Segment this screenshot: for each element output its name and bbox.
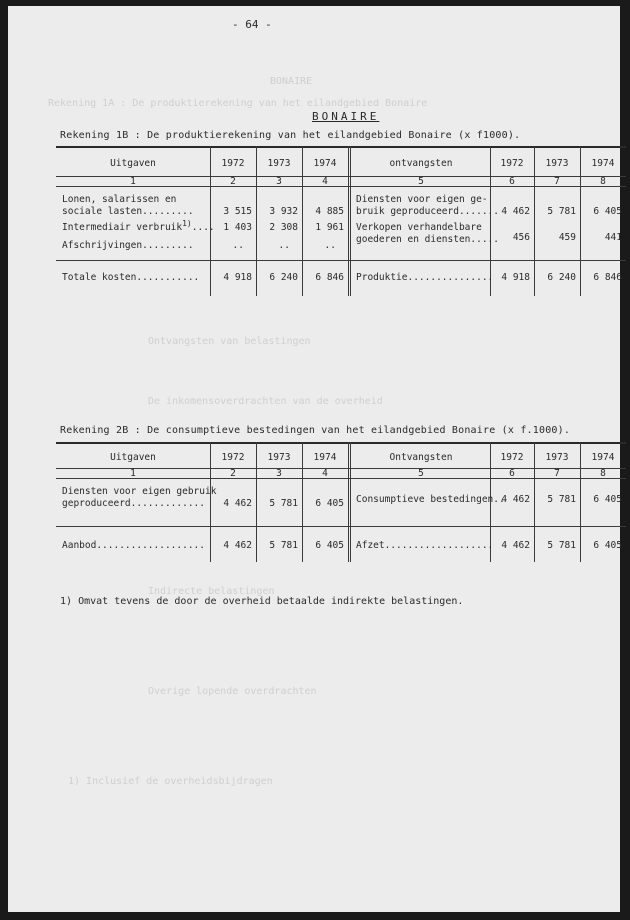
total-value: 6 846 bbox=[593, 272, 622, 283]
table-value: 4 885 bbox=[315, 206, 344, 217]
footnote-marker: 1) bbox=[60, 596, 73, 607]
total-label: Totale kosten........... bbox=[62, 272, 200, 283]
table2-year: 1972 bbox=[221, 452, 245, 463]
table-value: 5 781 bbox=[269, 498, 298, 509]
table-value: 1 403 bbox=[223, 222, 252, 233]
row-label: bruik geproduceerd....... bbox=[356, 206, 499, 217]
total-value: 4 918 bbox=[223, 272, 252, 283]
table1-left-header: Uitgaven bbox=[110, 158, 156, 169]
table2-year: 1974 bbox=[591, 452, 615, 463]
total-label: Afzet................... bbox=[356, 540, 494, 551]
table-value: .. bbox=[278, 240, 290, 251]
column-number: 8 bbox=[600, 468, 606, 479]
table2-year: 1972 bbox=[500, 452, 524, 463]
show-through-text: Rekening 1A : De produktierekening van het eilandgebied Bonaire bbox=[48, 98, 428, 109]
table1-year: 1972 bbox=[500, 158, 524, 169]
column-number: 1 bbox=[130, 468, 136, 479]
column-number: 4 bbox=[322, 176, 328, 187]
table-value: 456 bbox=[512, 232, 530, 243]
total-value: 6 846 bbox=[315, 272, 344, 283]
table1-year: 1974 bbox=[313, 158, 337, 169]
table-value: 3 515 bbox=[223, 206, 252, 217]
table2-left-header: Uitgaven bbox=[110, 452, 156, 463]
table-value: 441 bbox=[604, 232, 622, 243]
table-value: 6 405 bbox=[593, 494, 622, 505]
page-number: - 64 - bbox=[232, 18, 272, 31]
table-value: 1 961 bbox=[315, 222, 344, 233]
row-label: Afschrijvingen......... bbox=[62, 240, 194, 251]
column-number: 6 bbox=[509, 468, 515, 479]
column-number: 3 bbox=[276, 176, 282, 187]
total-value: 6 240 bbox=[269, 272, 298, 283]
table1-year: 1973 bbox=[267, 158, 291, 169]
table-value: 4 462 bbox=[501, 494, 530, 505]
column-number: 4 bbox=[322, 468, 328, 479]
row-label: sociale lasten......... bbox=[62, 206, 194, 217]
column-number: 5 bbox=[418, 468, 424, 479]
table1-caption: Rekening 1B : De produktierekening van het eilandgebied Bonaire (x f1000). bbox=[60, 130, 521, 141]
footnote-text: Omvat tevens de door de overheid betaalde indirekte belastingen. bbox=[78, 596, 464, 607]
consumption-account-table bbox=[56, 442, 626, 564]
row-label: Diensten voor eigen ge- bbox=[356, 194, 488, 205]
show-through-text: Ontvangsten van belastingen bbox=[148, 336, 311, 347]
table-value: .. bbox=[324, 240, 336, 251]
total-value: 4 462 bbox=[223, 540, 252, 551]
show-through-text: De inkomensoverdrachten van de overheid bbox=[148, 396, 383, 407]
table-value: 4 462 bbox=[223, 498, 252, 509]
table-value: .. bbox=[232, 240, 244, 251]
table-value: 2 308 bbox=[269, 222, 298, 233]
table2-right-header: Ontvangsten bbox=[389, 452, 453, 463]
table-value: 4 462 bbox=[501, 206, 530, 217]
row-label: geproduceerd............. bbox=[62, 498, 205, 509]
production-account-table bbox=[56, 146, 626, 298]
table2-year: 1973 bbox=[545, 452, 569, 463]
column-number: 8 bbox=[600, 176, 606, 187]
table-value: 3 932 bbox=[269, 206, 298, 217]
page-title: BONAIRE bbox=[312, 110, 380, 123]
table1-year: 1973 bbox=[545, 158, 569, 169]
document-page bbox=[8, 6, 620, 912]
table2-year: 1974 bbox=[313, 452, 337, 463]
total-value: 6 405 bbox=[315, 540, 344, 551]
column-number: 1 bbox=[130, 176, 136, 187]
row-label: Lonen, salarissen en bbox=[62, 194, 177, 205]
row-label: Verkopen verhandelbare bbox=[356, 222, 482, 233]
total-value: 4 918 bbox=[501, 272, 530, 283]
row-label: goederen en diensten..... bbox=[356, 234, 499, 245]
row-label: Diensten voor eigen gebruik bbox=[62, 486, 217, 497]
total-value: 6 240 bbox=[547, 272, 576, 283]
table2-caption: Rekening 2B : De consumptieve bestedingen van het eilandgebied Bonaire (x f.1000). bbox=[60, 425, 571, 436]
show-through-text: Overige lopende overdrachten bbox=[148, 686, 317, 697]
row-label bbox=[62, 219, 215, 234]
footnote bbox=[60, 596, 463, 607]
column-number: 5 bbox=[418, 176, 424, 187]
show-through-text: BONAIRE bbox=[270, 76, 313, 87]
column-number: 7 bbox=[554, 176, 560, 187]
total-value: 5 781 bbox=[269, 540, 298, 551]
show-through-text: Indirecte belastingen bbox=[148, 586, 275, 597]
table2-year: 1973 bbox=[267, 452, 291, 463]
total-label: Aanbod................... bbox=[62, 540, 205, 551]
row-label-dots: .... bbox=[191, 222, 215, 233]
column-number: 3 bbox=[276, 468, 282, 479]
row-label-text: Intermediair verbruik bbox=[62, 222, 183, 233]
table-value: 6 405 bbox=[593, 206, 622, 217]
total-value: 4 462 bbox=[501, 540, 530, 551]
show-through-text: 1) Inclusief de overheidsbijdragen bbox=[68, 776, 273, 787]
table1-right-header: ontvangsten bbox=[389, 158, 453, 169]
column-number: 2 bbox=[230, 468, 236, 479]
table1-year: 1972 bbox=[221, 158, 245, 169]
row-label: Consumptieve bestedingen.. bbox=[356, 494, 505, 505]
total-value: 5 781 bbox=[547, 540, 576, 551]
footnote-marker: 1) bbox=[182, 219, 192, 228]
table-value: 459 bbox=[558, 232, 576, 243]
table1-year: 1974 bbox=[591, 158, 615, 169]
column-number: 7 bbox=[554, 468, 560, 479]
total-label: Produktie............... bbox=[356, 272, 494, 283]
table-value: 5 781 bbox=[547, 494, 576, 505]
column-number: 2 bbox=[230, 176, 236, 187]
column-number: 6 bbox=[509, 176, 515, 187]
total-value: 6 405 bbox=[593, 540, 622, 551]
table-value: 6 405 bbox=[315, 498, 344, 509]
table-value: 5 781 bbox=[547, 206, 576, 217]
